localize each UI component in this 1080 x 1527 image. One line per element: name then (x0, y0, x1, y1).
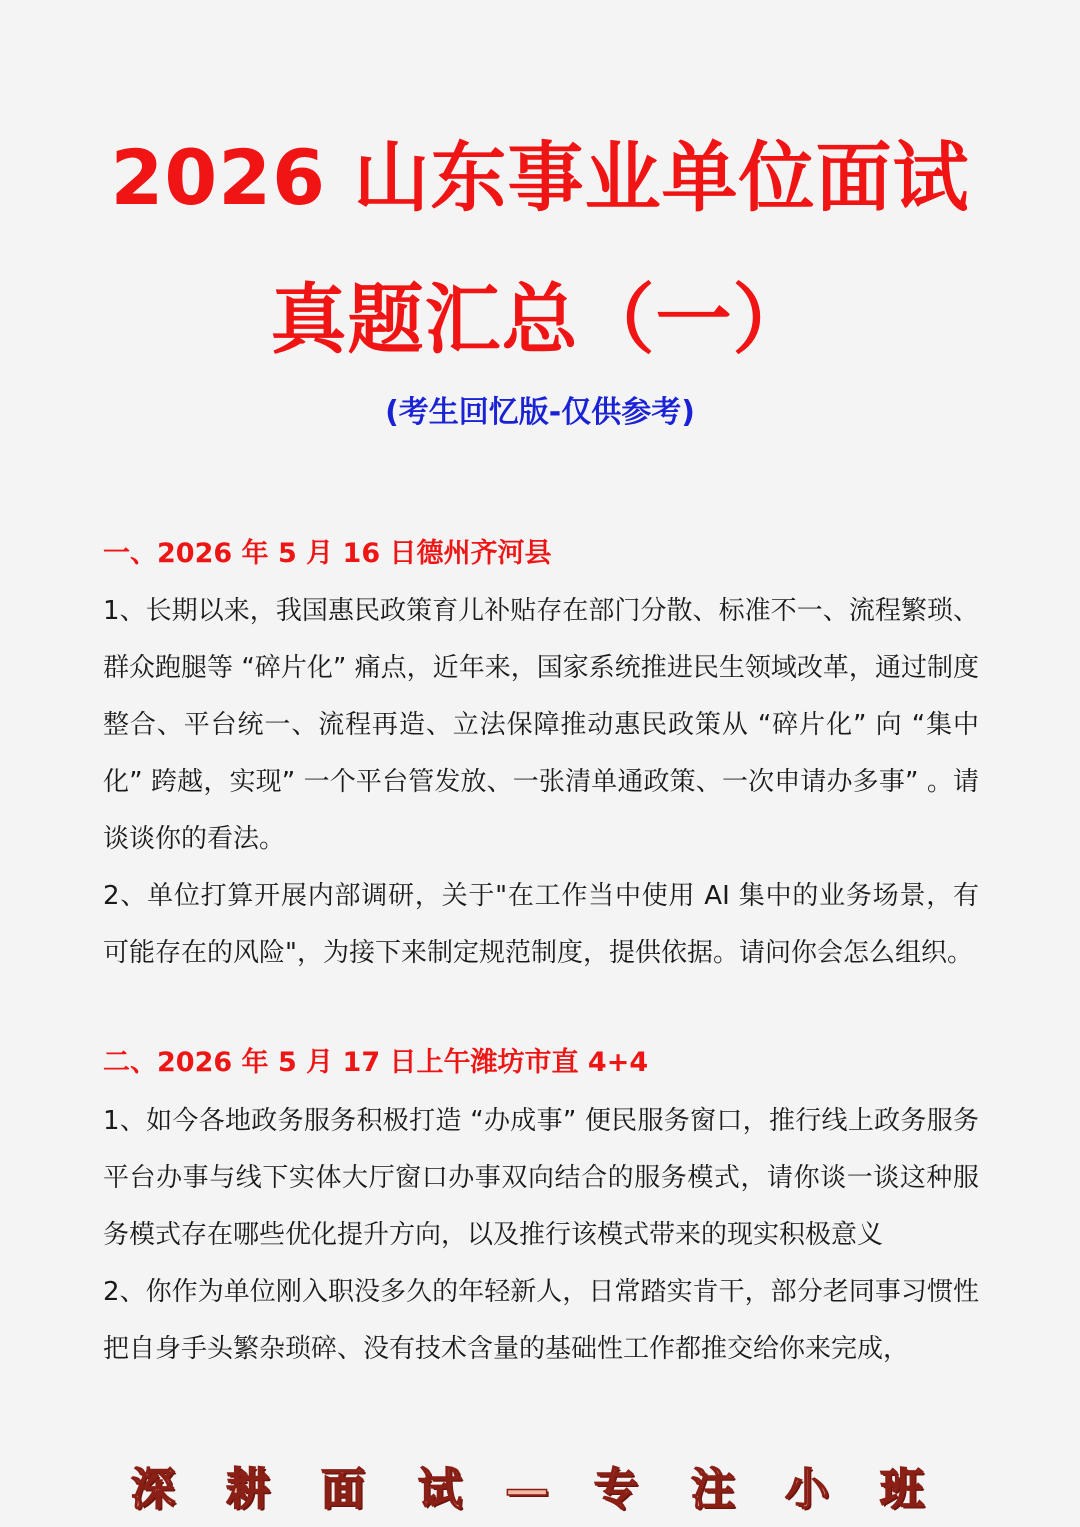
question-1-1: 1、长期以来，我国惠民政策育儿补贴存在部门分散、标准不一、流程繁琐、群众跑腿等 “碎片化” 痛点，近年来，国家系统推进民生领域改革，通过制度整合、平台统一、流程再造、立法保障推动惠民政策从 “碎片化” 向 “集中化” 跨越，实现” 一个平台管发放、一张清单通政策、一次申请办多事” 。请谈谈你的看法。 (103, 596, 979, 854)
footer-char: 耕 (226, 1464, 270, 1515)
subtitle: (考生回忆版-仅供参考) (385, 395, 695, 430)
footer-char: 面 (321, 1464, 365, 1515)
footer-char: 班 (880, 1464, 924, 1515)
footer-char: 注 (691, 1464, 735, 1515)
footer-banner (0, 1458, 1080, 1522)
question-1-2: 2、单位打算开展内部调研，关于"在工作当中使用 AI 集中的业务场景，有可能存在的风险"，为接下来制定规范制度，提供依据。请问你会怎么组织。 (103, 881, 979, 968)
question-2-2: 2、你作为单位刚入职没多久的年轻新人，日常踏实肯干，部分老同事习惯性把自身手头繁杂琐碎、没有技术含量的基础性工作都推交给你来完成， (103, 1277, 979, 1364)
footer-char: 专 (594, 1464, 638, 1515)
footer-char: 试 (418, 1464, 462, 1515)
question-2-1: 1、如今各地政务服务积极打造 “办成事” 便民服务窗口，推行线上政务服务平台办事与线下实体大厅窗口办事双向结合的服务模式，请你谈一谈这种服务模式存在哪些优化提升方向，以及推行该模式带来的现实积极意义 (103, 1106, 979, 1250)
footer-dash: — (505, 1464, 549, 1515)
section-heading-1: 一、2026 年 5 月 16 日德州齐河县 (103, 538, 552, 569)
footer-char: 小 (785, 1464, 829, 1515)
footer-char: 深 (131, 1464, 175, 1515)
main-title-line2: 真题汇总（一） (270, 275, 810, 364)
section-heading-2: 二、2026 年 5 月 17 日上午潍坊市直 4+4 (103, 1047, 649, 1078)
main-title-line1: 2026 山东事业单位面试 (110, 133, 970, 222)
